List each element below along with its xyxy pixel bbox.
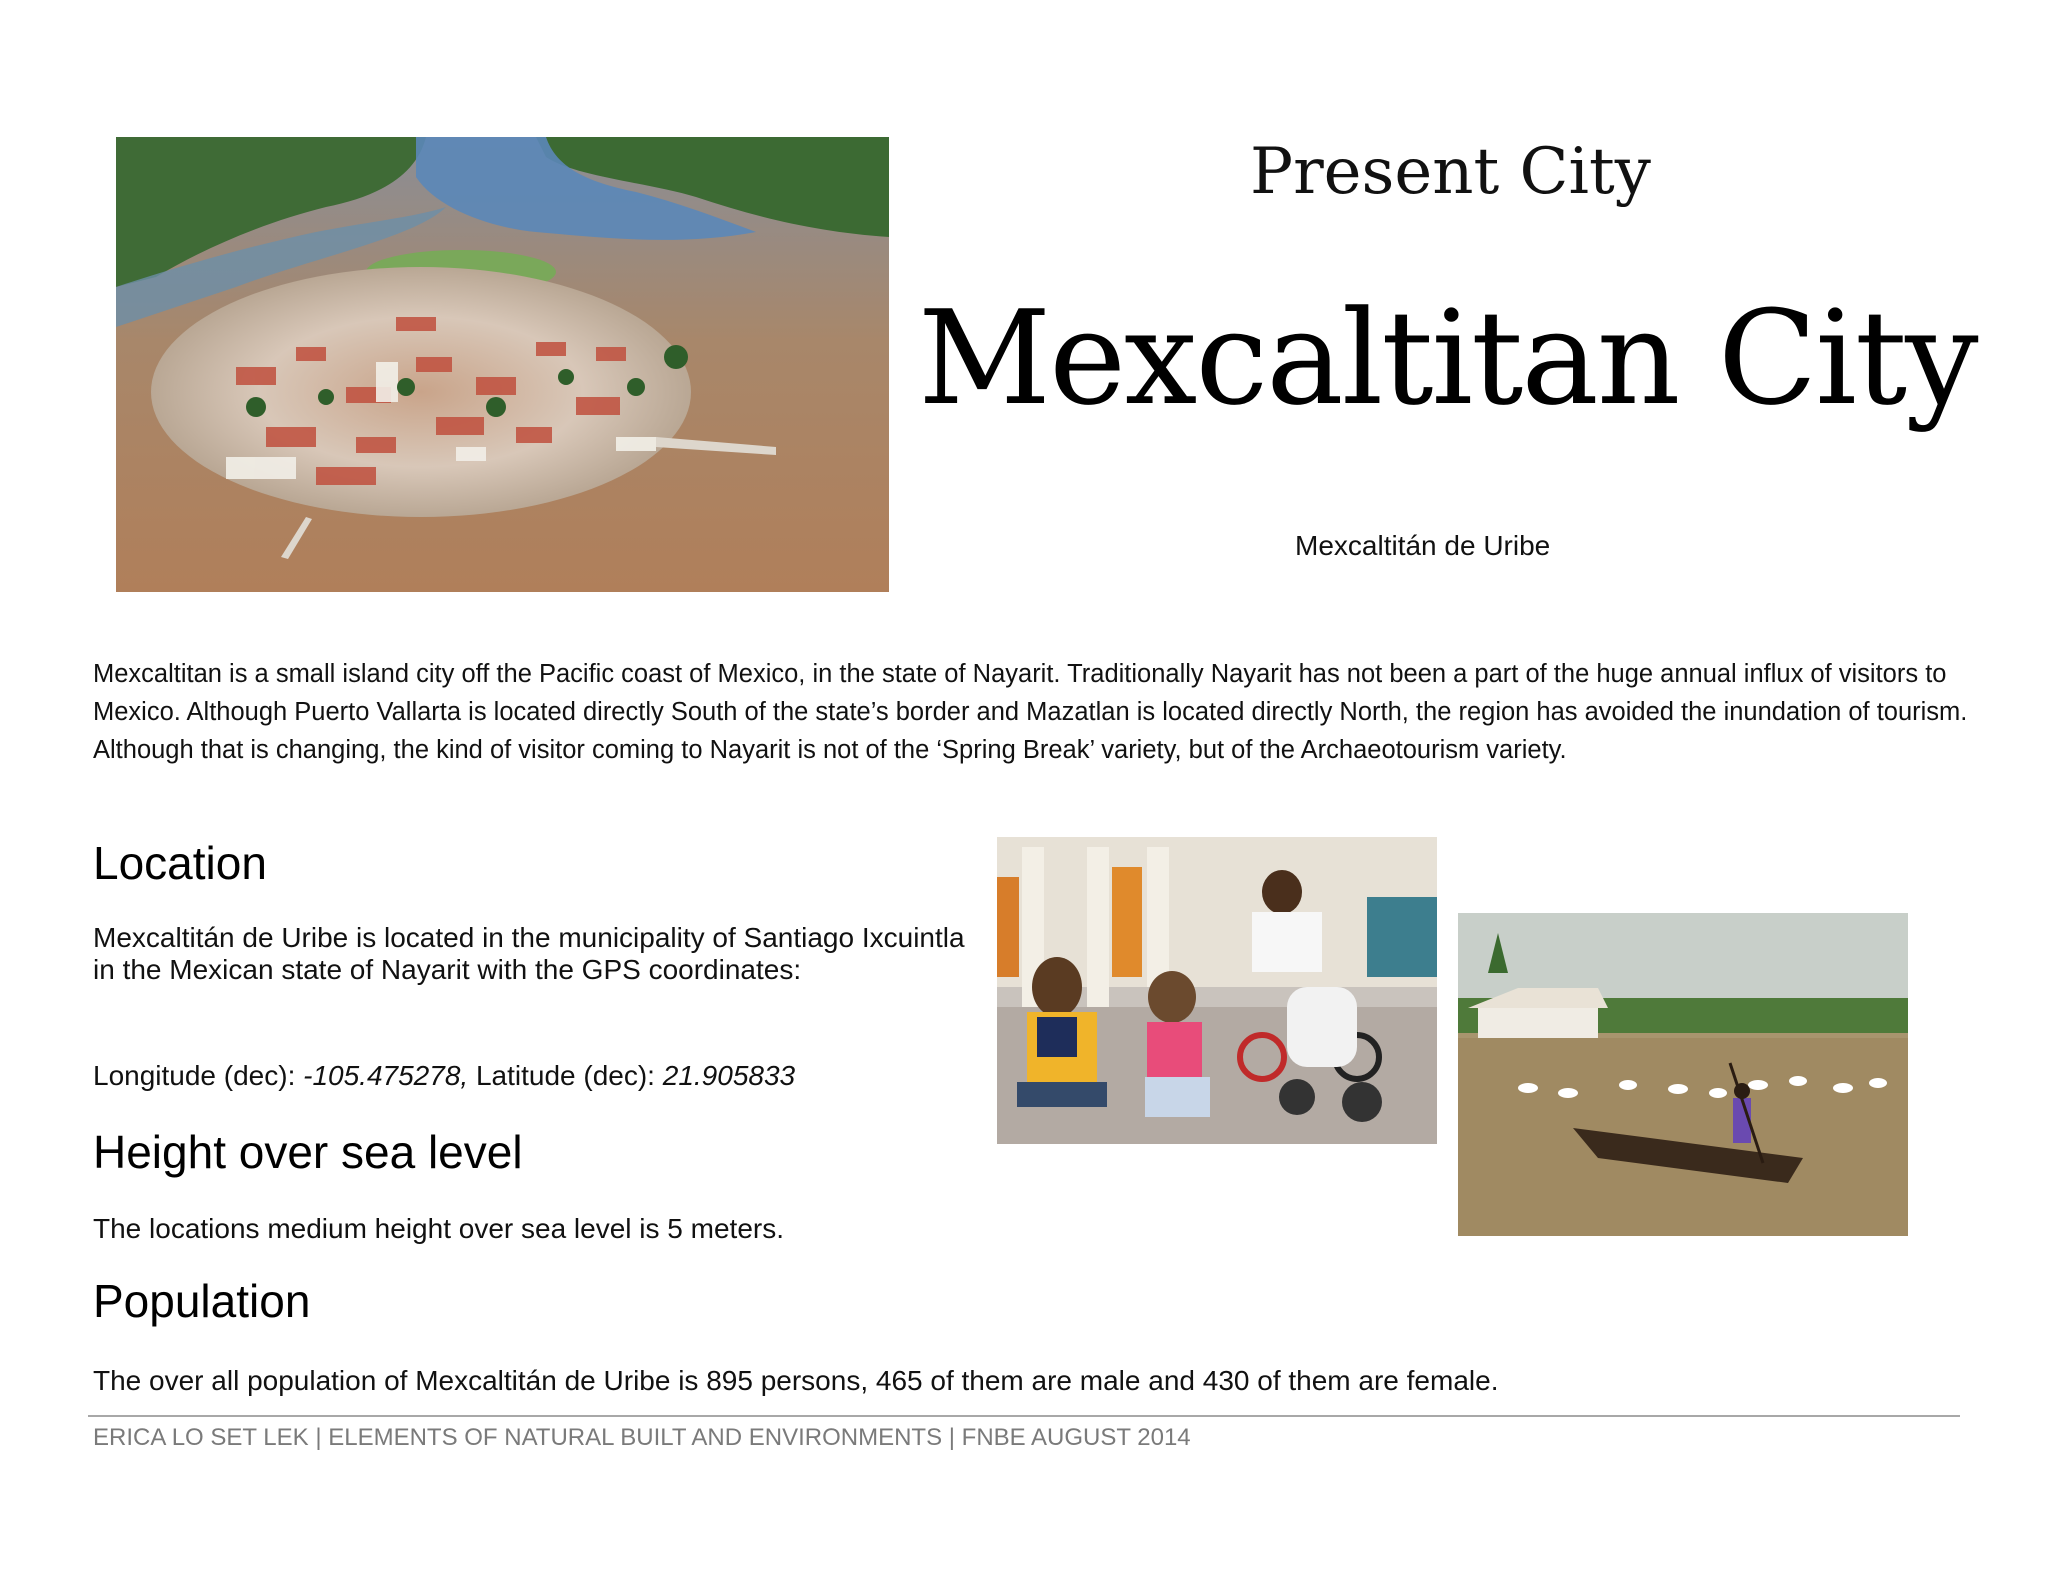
latitude-value: 21.905833 <box>662 1060 796 1091</box>
population-heading: Population <box>93 1275 311 1327</box>
gps-coordinates <box>93 1060 795 1092</box>
longitude-label: Longitude (dec): <box>93 1060 296 1091</box>
intro-paragraph: Mexcaltitan is a small island city off the Pacific coast of Mexico, in the state of Nayarit. Traditionally Nayarit has not been a part of the huge annual influx of visitors to Mexico. Although Puerto Vallarta is located directly South of the state’s border and Mazatlan is located directly North, the region has avoided the inundation of tourism. Although that is changing, the kind of visitor coming to Nayarit is not of the ‘Spring Break’ variety, but of the Archaeotourism variety. <box>93 660 1968 764</box>
city-full-name: Mexcaltitán de Uribe <box>1295 530 1551 561</box>
location-text: Mexcaltitán de Uribe is located in the municipality of Santiago Ixcuintla in the Mexican state of Nayarit with the GPS coordinates: <box>93 922 965 985</box>
children-playing-photo <box>997 837 1437 1144</box>
footer-divider <box>88 1415 1960 1417</box>
aerial-island-photo <box>116 137 889 592</box>
population-text: The over all population of Mexcaltitán de Uribe is 895 persons, 465 of them are male and 430 of them are female. <box>93 1365 1499 1396</box>
canoe-on-lagoon-photo <box>1458 913 1908 1236</box>
height-heading: Height over sea level <box>93 1126 523 1178</box>
page-subtitle: Present City <box>1250 135 1651 209</box>
location-heading: Location <box>93 837 267 889</box>
latitude-label: Latitude (dec): <box>475 1060 655 1091</box>
footer-text: ERICA LO SET LEK | ELEMENTS OF NATURAL BUILT AND ENVIRONMENTS | FNBE AUGUST 2014 <box>93 1424 1191 1451</box>
longitude-value: -105.475278, <box>303 1060 469 1091</box>
page-title: Mexcaltitan City <box>918 282 1977 434</box>
height-text: The locations medium height over sea level is 5 meters. <box>93 1213 784 1244</box>
